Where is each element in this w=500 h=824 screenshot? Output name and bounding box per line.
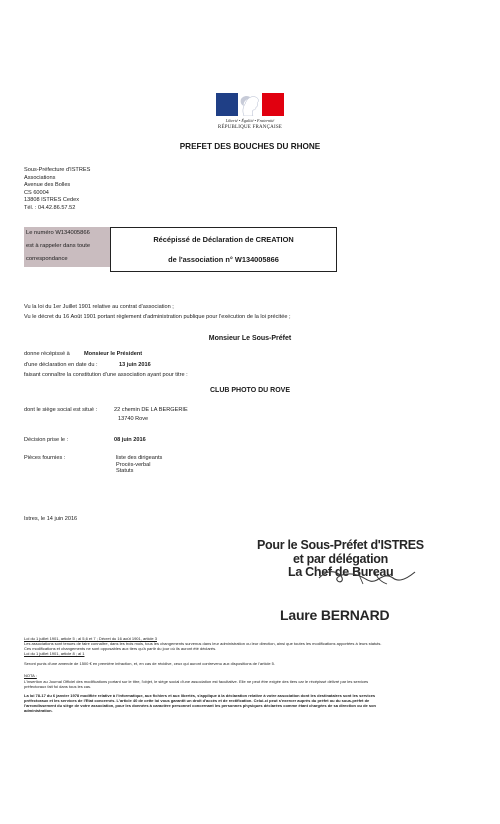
decision-label: Décision prise le : [24, 437, 69, 443]
footer-nota-2: préfectoraux fait foi dans tous les cas. [24, 684, 92, 689]
receipt-box [110, 227, 337, 272]
declaration-date: 13 juin 2016 [119, 361, 151, 368]
sender-line-3: Avenue des Bolles [24, 182, 71, 188]
footer-ref-2: Loi du 1 juillet 1901, article 8 ; al 1 [24, 651, 85, 656]
footer-text-1a: Les associations sont tenues de faire connaître, dans les trois mois, tous les changements survenus dans leur administration ou leur direction, ainsi que toutes les modifications apportées à leurs statuts. [24, 641, 382, 646]
sender-line-6: Tél. : 04.42.86.57.52 [24, 204, 76, 211]
signatory-name: Laure BERNARD [280, 607, 390, 623]
authority-heading: Monsieur Le Sous-Préfet [208, 335, 292, 342]
footer-cnil-2: préfectoraux et les services de l'Etat concernés. L'article 40 de cette loi vous garantit un droit d'accès et de rectification. Celui-ci peut s'exercer auprès du préfet ou du sous-préfet de [24, 698, 370, 703]
footer-nota-1: L'insertion au Journal Officiel des modifications portant sur le titre, l'objet, le siège social d'une association est facultative. Elle ne peut être exigée des tiers car le récépissé délivré par les services [24, 679, 369, 684]
legal-line-1: Vu la loi du 1er Juillet 1901 relative au contrat d'association ; [24, 304, 174, 310]
seat-line-2: 13740 Rove [118, 416, 149, 422]
decision-date: 08 juin 2016 [114, 437, 146, 443]
marianne-logo [216, 93, 284, 135]
footer-cnil-1: La loi 78-17 du 6 janvier 1978 modifiée relative à l'informatique, aux fichiers et aux libertés, s'applique à la déclaration relative à votre association dont les destinataires sont les services [24, 693, 376, 698]
sender-line-1: Sous-Préfecture d'ISTRES [24, 167, 91, 173]
piece-item-1: liste des dirigeants [116, 455, 163, 461]
footer-ref-1: Loi du 1 juillet 1901, article 5 ; al 5,6 et 7 ; Décret du 16 août 1901, article 3 [24, 636, 157, 641]
handwritten-signature [317, 566, 417, 588]
footer-cnil-4: administration. [24, 708, 53, 713]
legal-line-2: Vu le décret du 16 Août 1901 portant règlement d'administration publique pour l'exécution de la loi précitée ; [24, 314, 291, 320]
place-date: Istres, le 14 juin 2016 [24, 516, 78, 522]
piece-item-3: Statuts [116, 468, 134, 474]
receipt-subtitle: de l'association n° W134005866 [168, 255, 279, 264]
constitution-line: faisant connaître la constitution d'une association ayant pour titre : [24, 372, 188, 378]
given-prefix: donne récépissé à [24, 351, 70, 357]
stamp-line-3: La Chef de Bureau [288, 565, 394, 579]
stamp-line-2: et par délégation [293, 552, 388, 566]
piece-item-2: Procès-verbal [116, 461, 151, 468]
sender-line-5: 13808 ISTRES Cedex [24, 197, 80, 203]
sender-line-2: Associations [24, 174, 56, 181]
reference-line-3: correspondance [26, 256, 68, 262]
given-to: Monsieur le Président [84, 351, 143, 357]
footer-nota-label: NOTA : [24, 673, 37, 678]
footer-text-2: Seront punis d'une amende de 1500 € en première infraction, et, en cas de récidive, ceux qui auront contrevenu aux dispositions de l'article 5. [24, 661, 276, 666]
marianne-profile-icon [236, 93, 266, 116]
reference-line-1: Le numéro W134005866 [26, 230, 90, 236]
prefet-heading: PREFET DES BOUCHES DU RHONE [179, 142, 321, 151]
seat-label: dont le siège social est situé : [24, 407, 98, 413]
reference-box [24, 227, 110, 267]
receipt-title: Récépissé de Déclaration de CREATION [153, 235, 294, 244]
sender-line-4: CS 60004 [24, 189, 49, 196]
footer-cnil-3: l'arrondissement du siège de votre association, pour les données à caractère personnel concernant les personnes physiques déclarées comme étant chargées de sa direction ou de son [24, 703, 376, 708]
logo-motto: Liberté • Égalité • Fraternité [225, 118, 275, 123]
declaration-prefix: d'une déclaration en date du : [24, 361, 98, 368]
stamp-line-1: Pour le Sous-Préfet d'ISTRES [257, 538, 424, 552]
pieces-label: Pièces fournies : [24, 455, 66, 461]
seat-line-1: 22 chemin DE LA BERGERIE [114, 407, 188, 413]
reference-line-2: est à rappeler dans toute [26, 243, 91, 249]
association-name: CLUB PHOTO DU ROVE [210, 387, 290, 394]
footer-text-1b: Ces modifications et changements ne sont opposables aux tiers qu'à partir du jour où ils auront été déclarés. [24, 646, 217, 651]
logo-republic: RÉPUBLIQUE FRANÇAISE [217, 125, 283, 130]
